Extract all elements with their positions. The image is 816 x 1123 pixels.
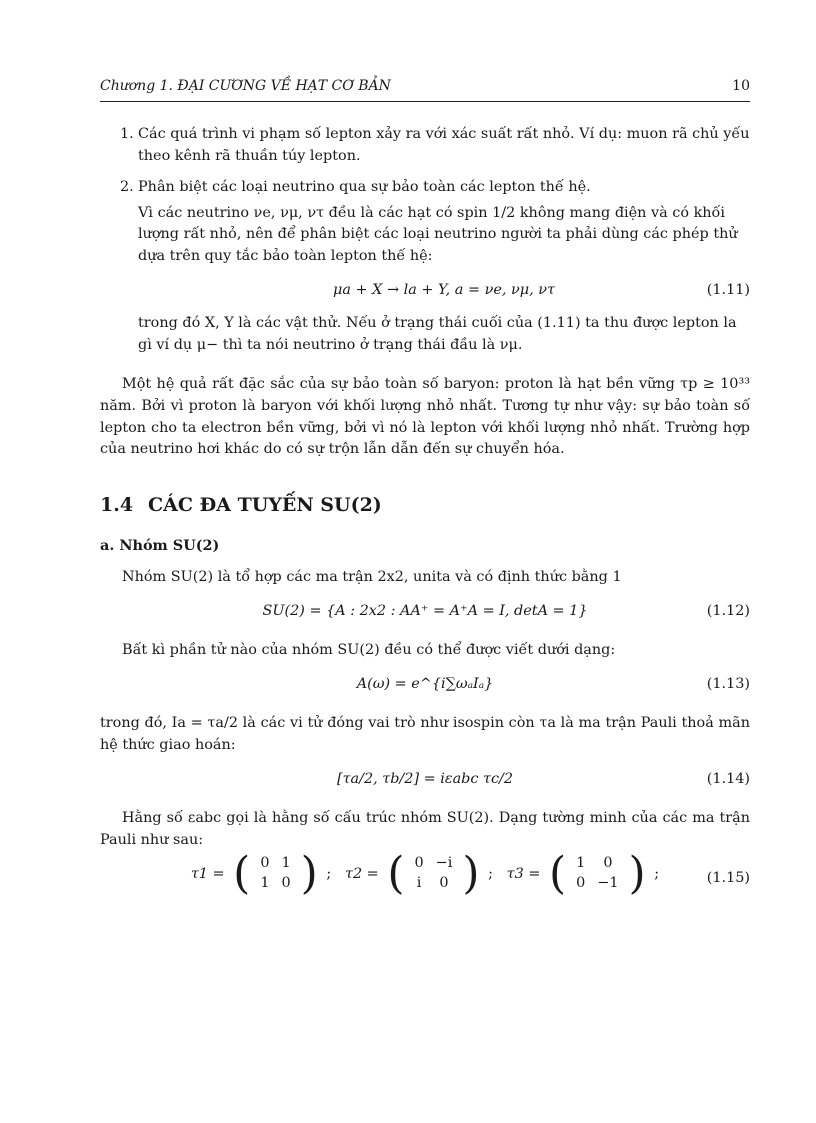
list-item: 2. Phân biệt các loại neutrino qua sự bảo toàn các lepton thế hệ. Vì các neutrino νe, νμ, ντ đều là các hạt có spin 1/2 không mang điện và có khối lượng rất nhỏ, nên để phân biệt các loại neutrino người ta phải dùng các phép thử dựa trên quy tắc bảo toàn lepton thế hệ: μa + X → la + Y, a = νe, νμ, ντ (1.11) trong đó X, Y là các vật thử. Nếu ở trạng thái cuối của (1.11) ta thu được lepton la gì ví dụ μ− thì ta nói neutrino ở trạng thái đầu là νμ. — [100, 177, 750, 356]
paragraph-generators: trong đó, Ia = τa/2 là các vi tử đóng vai trò như isospin còn τa là ma trận Pauli thoả mãn hệ thức giao hoán: — [100, 715, 750, 754]
pauli-matrix-2: ( 0 −i i 0 ) — [387, 847, 480, 899]
equation-1-15: τ1 = ( 0 1 1 0 ) ; τ2 = ( 0 −i i 0 ) ; τ3 = ( 1 0 0 −1 ) ; (1.15) — [190, 847, 750, 899]
pauli-matrix-1: ( 0 1 1 0 ) — [233, 847, 318, 899]
equation-1-14: [τa/2, τb/2] = iεabc τc/2 (1.14) — [336, 770, 750, 787]
page-number: 10 — [732, 78, 750, 94]
subsection-heading: a. Nhóm SU(2) — [100, 537, 220, 555]
paragraph-su2: Nhóm SU(2) là tổ hợp các ma trận 2x2, unita và có định thức bằng 1 — [122, 569, 622, 586]
list-item-body: Vì các neutrino νe, νμ, ντ đều là các hạt có spin 1/2 không mang điện và có khối lượng rất nhỏ, nên để phân biệt các loại neutrino người ta phải dùng các phép thử dựa trên quy tắc bảo toàn lepton thế hệ: — [138, 204, 738, 265]
equation-1-13: A(ω) = e^{i∑ωₐIₐ} (1.13) — [356, 675, 750, 692]
pauli-matrix-3: ( 1 0 0 −1 ) — [549, 847, 646, 899]
pauli-tau1-label: τ1 — [190, 865, 208, 882]
paragraph-any-element: Bất kì phần tử nào của nhóm SU(2) đều có thể được viết dưới dạng: — [122, 642, 616, 659]
equation-1-11: μa + X → la + Y, a = νe, νμ, ντ (1.11) — [333, 281, 750, 298]
page — [100, 76, 750, 908]
paragraph-baryon: Một hệ quả rất đặc sắc của sự bảo toàn số baryon: proton là hạt bền vững τp ≥ 10³³ năm. Bởi vì proton là baryon với khối lượng nhỏ nhất. Tương tự như vậy: sự bảo toàn số lepton cho ta electron bền vững, bởi vì nó là lepton với khối lượng nhỏ nhất. Trường hợp của neutrino hơi khác do có sự trộn lẫn dẫn đến sự chuyển hóa. — [100, 376, 750, 458]
pauli-tau3-label: τ3 — [506, 865, 524, 882]
section-heading: 1.4 CÁC ĐA TUYẾN SU(2) — [100, 493, 382, 516]
enumerated-list — [100, 124, 750, 356]
pauli-tau2-label: τ2 — [344, 865, 363, 882]
equation-1-12: SU(2) = {A : 2x2 : AA⁺ = A⁺A = I, detA = 1} (1.12) — [262, 602, 750, 619]
chapter-title: Chương 1. ĐẠI CƯƠNG VỀ HẠT CƠ BẢN — [100, 78, 391, 94]
list-item: 1. Các quá trình vi phạm số lepton xảy ra với xác suất rất nhỏ. Ví dụ: muon rã chủ yếu theo kênh rã thuần túy lepton. — [120, 126, 750, 164]
list-item-after: trong đó X, Y là các vật thử. Nếu ở trạng thái cuối của (1.11) ta thu được lepton la gì ví dụ μ− thì ta nói neutrino ở trạng thái đầu là νμ. — [138, 315, 737, 353]
paragraph-structure-constant: Hằng số εabc gọi là hằng số cấu trúc nhóm SU(2). Dạng tường minh của các ma trận Pauli như sau: — [100, 810, 750, 848]
running-header — [100, 76, 750, 102]
